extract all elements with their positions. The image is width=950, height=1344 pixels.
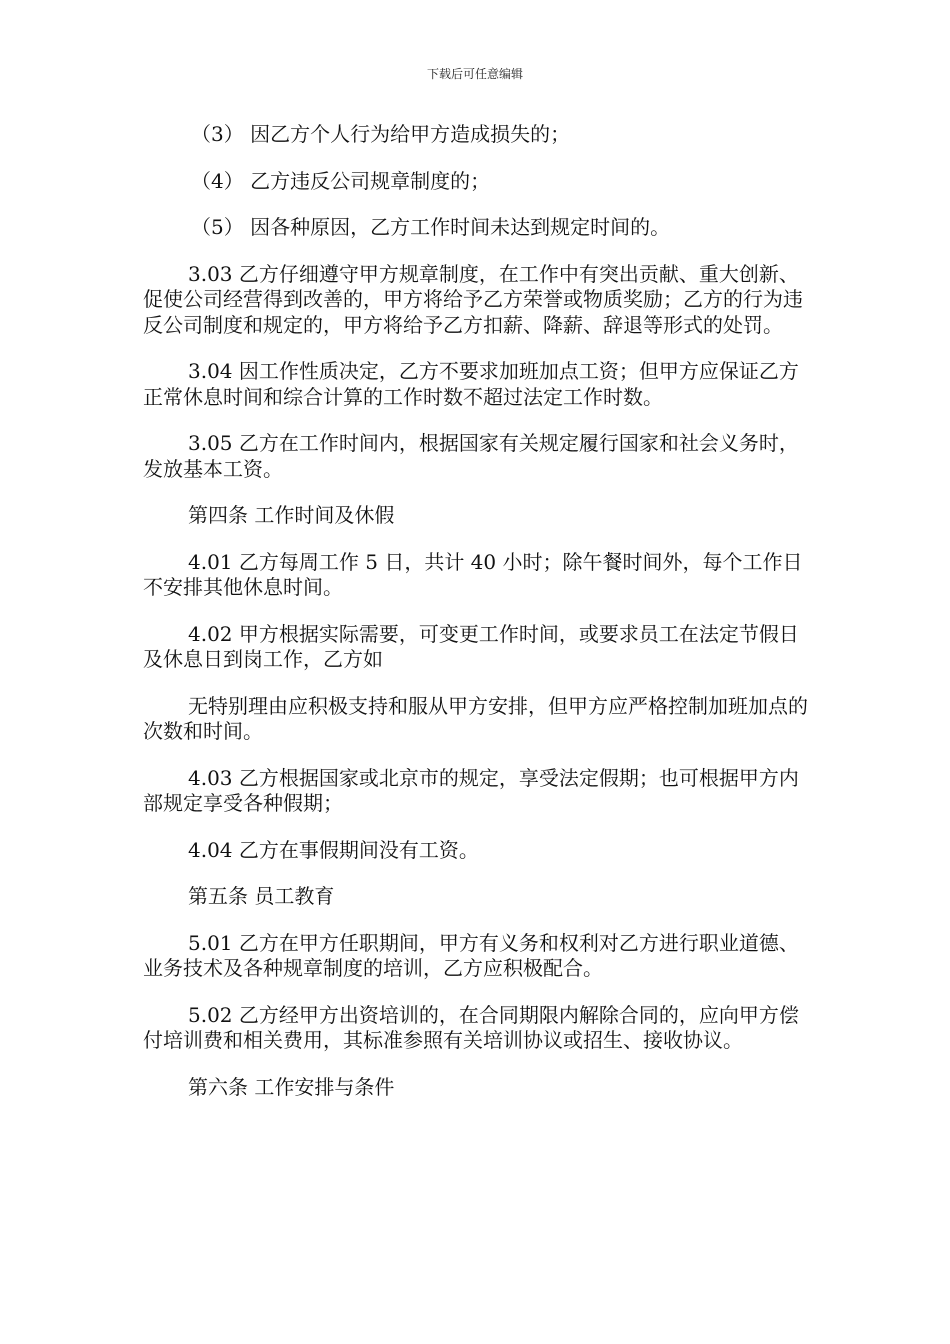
paragraph-4-04: 4.04 乙方在事假期间没有工资。 [188, 837, 479, 862]
paragraph-3-05: 3.05 乙方在工作时间内，根据国家有关规定履行国家和社会义务时，发放基本工资。 [143, 431, 799, 481]
paragraph-4-03: 4.03 乙方根据国家或北京市的规定，享受法定假期；也可根据甲方内部规定享受各种假期； [143, 765, 799, 815]
paragraph-item-4: （4） 乙方违反公司规章制度的； [191, 168, 491, 193]
paragraph-5-01: 5.01 乙方在甲方任职期间，甲方有义务和权利对乙方进行职业道德、业务技术及各种规章制度的培训，乙方应积极配合。 [143, 930, 799, 980]
document-body [143, 122, 808, 1100]
paragraph-4-02-continued: 无特别理由应积极支持和服从甲方安排，但甲方应严格控制加班加点的次数和时间。 [143, 693, 808, 743]
section-heading-article-6: 第六条 工作安排与条件 [188, 1074, 395, 1099]
section-heading-article-5: 第五条 员工教育 [188, 884, 335, 908]
paragraph-item-3: （3） 因乙方个人行为给甲方造成损失的； [191, 122, 571, 146]
paragraph-4-02: 4.02 甲方根据实际需要，可变更工作时间，或要求员工在法定节假日及休息日到岗工作，乙方如 [143, 621, 799, 671]
paragraph-5-02: 5.02 乙方经甲方出资培训的，在合同期限内解除合同的，应向甲方偿付培训费和相关费用，其标准参照有关培训协议或招生、接收协议。 [143, 1002, 799, 1052]
paragraph-4-01: 4.01 乙方每周工作 5 日，共计 40 小时；除午餐时间外，每个工作日不安排其他休息时间。 [143, 549, 803, 599]
page-header: 下载后可任意编辑 [426, 67, 523, 81]
paragraph-3-04: 3.04 因工作性质决定，乙方不要求加班加点工资；但甲方应保证乙方正常休息时间和综合计算的工作时数不超过法定工作时数。 [143, 359, 799, 409]
paragraph-3-03: 3.03 乙方仔细遵守甲方规章制度，在工作中有突出贡献、重大创新、促使公司经营得到改善的，甲方将给予乙方荣誉或物质奖励；乙方的行为违反公司制度和规定的，甲方将给予乙方扣薪、降薪、辞退等形式的处罚。 [143, 261, 803, 337]
section-heading-article-4: 第四条 工作时间及休假 [188, 503, 395, 527]
paragraph-item-5: （5） 因各种原因，乙方工作时间未达到规定时间的。 [191, 215, 671, 239]
